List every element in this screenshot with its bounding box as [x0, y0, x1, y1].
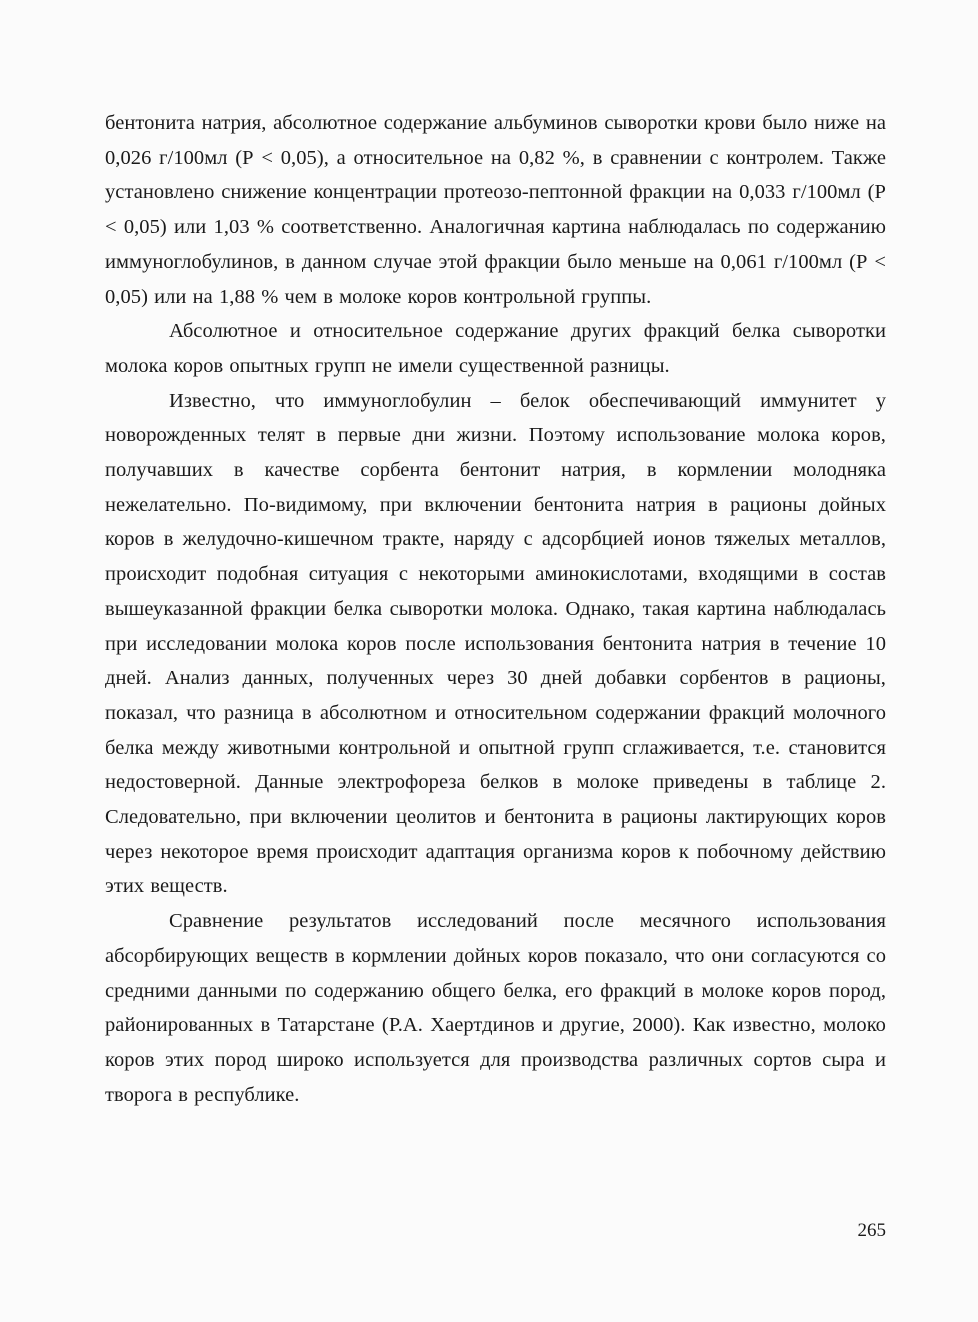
page-number: 265	[857, 1220, 886, 1241]
paragraph-comparison: Сравнение результатов исследований после месячного использования абсорбирующих веществ в кормлении дойных коров показало, что они согласуются со средними данными по содержанию общего белка, его фракций в молоке коров пород, районированных в Татарстане (Р.А. Хаертдинов и другие, 2000). Как известно, молоко коров этих пород широко используется для производства различных сортов сыра и творога в республике.	[105, 910, 886, 1106]
paragraph-immunoglobulin: Известно, что иммуноглобулин – белок обеспечивающий иммунитет у новорожденных телят в первые дни жизни. Поэтому использование молока коров, получавших в качестве сорбента бентонит натрия, в кормлении молодняка нежелательно. По-видимому, при включении бентонита натрия в рационы дойных коров в желудочно-кишечном тракте, наряду с адсорбцией ионов тяжелых металлов, происходит подобная ситуация с некоторыми аминокислотами, входящими в состав вышеуказанной фракции белка сыворотки молока. Однако, такая картина наблюдалась при исследовании молока коров после использования бентонита натрия в течение 10 дней. Анализ данных, полученных через 30 дней добавки сорбентов в рационы, показал, что разница в абсолютном и относительном содержании фракций молочного белка между животными контрольной и опытной групп сглаживается, т.е. становится недостоверной. Данные электрофореза белков в молоке приведены в таблице 2. Следовательно, при включении цеолитов и бентонита в рационы лактирующих коров через некоторое время происходит адаптация организма коров к побочному действию этих веществ.	[105, 389, 886, 898]
paragraph-continuation: бентонита натрия, абсолютное содержание альбуминов сыворотки крови было ниже на 0,026 г/100мл (Р < 0,05), а относительное на 0,82 %, в сравнении с контролем. Также установлено снижение концентрации протеозо-пептонной фракции на 0,033 г/100мл (Р < 0,05) или 1,03 % соответственно. Аналогичная картина наблюдалась по содержанию иммуноглобулинов, в данном случае этой фракции было меньше на 0,061 г/100мл (Р < 0,05) или на 1,88 % чем в молоке коров контрольной группы.	[105, 112, 886, 308]
paragraph-fractions: Абсолютное и относительное содержание других фракций белка сыворотки молока коров опытных групп не имели существенной разницы.	[105, 320, 886, 377]
body-text	[105, 106, 886, 1112]
